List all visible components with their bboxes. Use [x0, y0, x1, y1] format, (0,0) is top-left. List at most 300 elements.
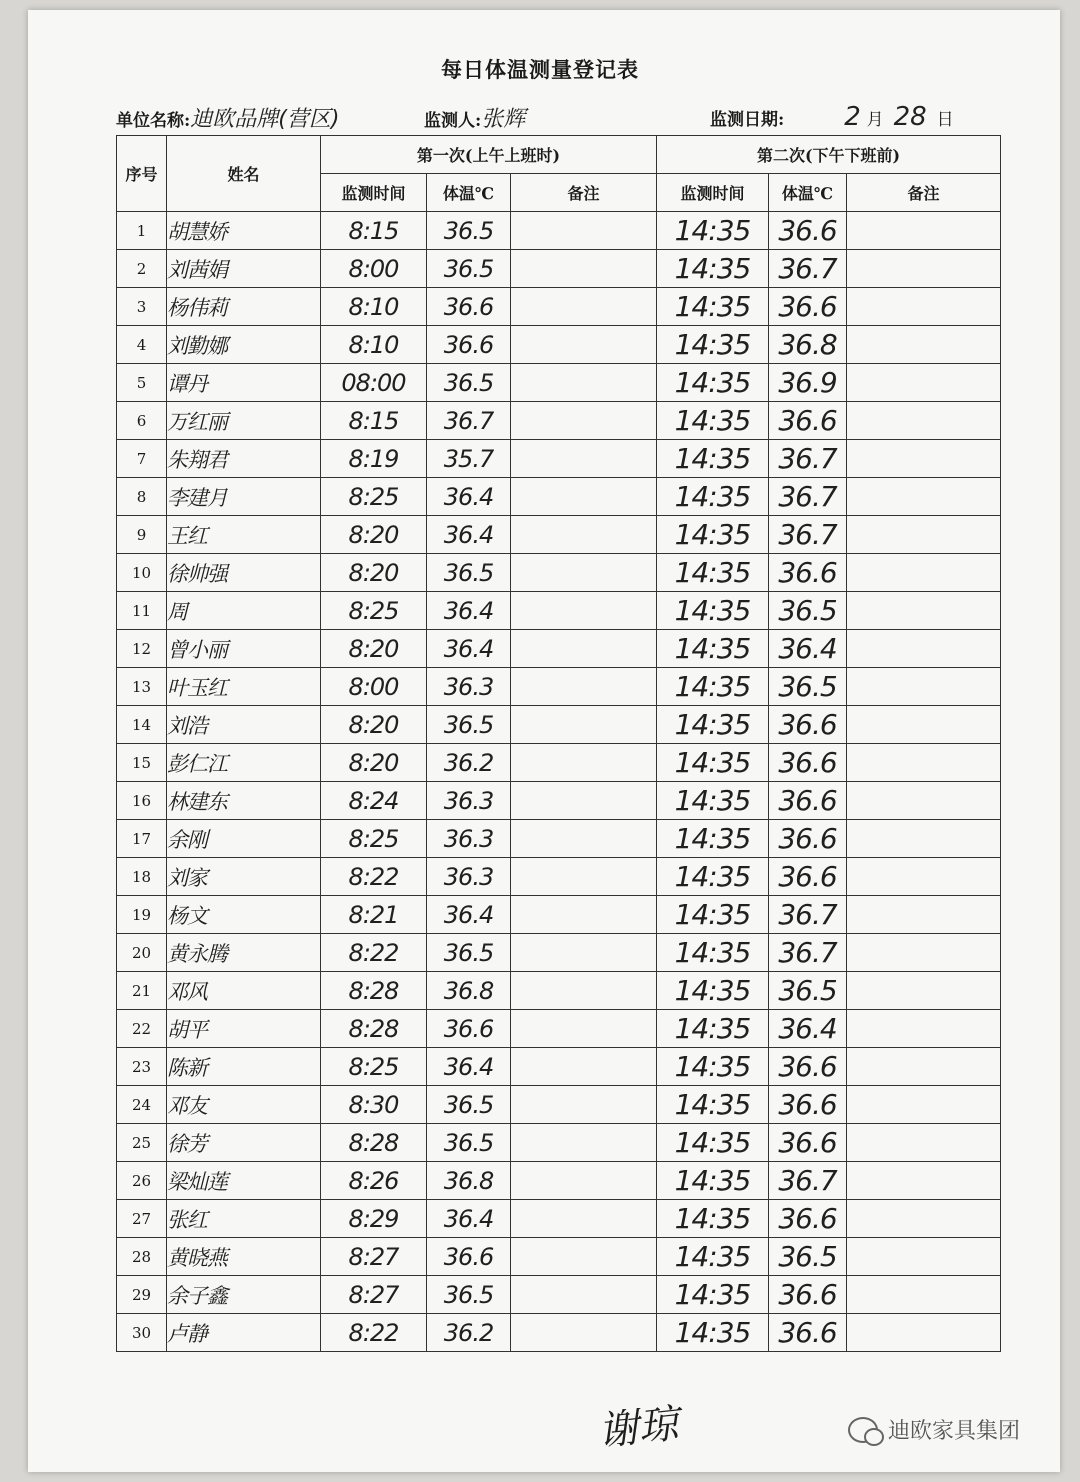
date-month: 2 [844, 102, 861, 132]
row-time-2: 14:35 [657, 440, 769, 478]
unit-value: 迪欧品牌(营区) [190, 107, 340, 132]
row-temp-2: 36.7 [769, 516, 847, 554]
brand-watermark [848, 1414, 1020, 1445]
row-temp-1: 36.5 [427, 250, 511, 288]
row-number: 30 [117, 1314, 167, 1352]
table-row [117, 1200, 1001, 1238]
row-time-1: 8:20 [321, 744, 427, 782]
row-temp-1: 36.4 [427, 1048, 511, 1086]
row-note-1 [511, 1276, 657, 1314]
row-time-2: 14:35 [657, 934, 769, 972]
row-time-2: 14:35 [657, 972, 769, 1010]
row-note-2 [847, 516, 1001, 554]
row-temp-1: 36.5 [427, 212, 511, 250]
row-time-2: 14:35 [657, 364, 769, 402]
table-row [117, 516, 1001, 554]
row-temp-2: 36.5 [769, 1238, 847, 1276]
row-number: 7 [117, 440, 167, 478]
row-note-2 [847, 858, 1001, 896]
row-temp-1: 36.3 [427, 782, 511, 820]
row-number: 29 [117, 1276, 167, 1314]
row-note-2 [847, 1200, 1001, 1238]
row-time-1: 8:27 [321, 1276, 427, 1314]
row-number: 6 [117, 402, 167, 440]
row-temp-1: 35.7 [427, 440, 511, 478]
row-time-1: 8:25 [321, 592, 427, 630]
row-note-2 [847, 478, 1001, 516]
row-time-1: 08:00 [321, 364, 427, 402]
row-time-2: 14:35 [657, 1200, 769, 1238]
row-number: 10 [117, 554, 167, 592]
row-time-2: 14:35 [657, 592, 769, 630]
row-number: 8 [117, 478, 167, 516]
row-name: 邓风 [167, 972, 321, 1010]
table-row [117, 1162, 1001, 1200]
row-number: 28 [117, 1238, 167, 1276]
date-field [710, 102, 954, 132]
date-day-unit: 日 [936, 110, 954, 130]
row-time-2: 14:35 [657, 1010, 769, 1048]
row-time-1: 8:28 [321, 1124, 427, 1162]
row-number: 18 [117, 858, 167, 896]
header-name: 姓名 [167, 136, 321, 212]
brand-name: 迪欧家具集团 [888, 1419, 1021, 1444]
row-number: 25 [117, 1124, 167, 1162]
row-note-1 [511, 896, 657, 934]
row-time-2: 14:35 [657, 1162, 769, 1200]
row-temp-1: 36.5 [427, 1124, 511, 1162]
row-number: 4 [117, 326, 167, 364]
table-row [117, 1048, 1001, 1086]
row-time-1: 8:24 [321, 782, 427, 820]
row-time-1: 8:28 [321, 1010, 427, 1048]
row-time-2: 14:35 [657, 1276, 769, 1314]
row-time-1: 8:00 [321, 250, 427, 288]
table-row [117, 820, 1001, 858]
row-name: 谭丹 [167, 364, 321, 402]
table-row [117, 668, 1001, 706]
row-time-2: 14:35 [657, 478, 769, 516]
row-number: 3 [117, 288, 167, 326]
table-row [117, 1086, 1001, 1124]
row-time-2: 14:35 [657, 1086, 769, 1124]
date-label: 监测日期: [710, 110, 785, 130]
row-temp-1: 36.6 [427, 1010, 511, 1048]
row-temp-1: 36.6 [427, 1238, 511, 1276]
row-note-2 [847, 402, 1001, 440]
row-temp-1: 36.4 [427, 592, 511, 630]
row-temp-2: 36.9 [769, 364, 847, 402]
monitor-label: 监测人: [424, 111, 482, 131]
row-name: 杨伟莉 [167, 288, 321, 326]
row-note-1 [511, 478, 657, 516]
row-note-2 [847, 592, 1001, 630]
row-temp-2: 36.6 [769, 1124, 847, 1162]
row-time-1: 8:25 [321, 1048, 427, 1086]
row-time-1: 8:26 [321, 1162, 427, 1200]
header-temp-1: 体温℃ [427, 174, 511, 212]
row-time-2: 14:35 [657, 554, 769, 592]
row-note-1 [511, 516, 657, 554]
row-number: 14 [117, 706, 167, 744]
row-number: 27 [117, 1200, 167, 1238]
row-time-2: 14:35 [657, 1124, 769, 1162]
row-note-2 [847, 364, 1001, 402]
row-name: 卢静 [167, 1314, 321, 1352]
row-note-1 [511, 326, 657, 364]
row-time-2: 14:35 [657, 326, 769, 364]
row-temp-1: 36.3 [427, 820, 511, 858]
row-name: 徐芳 [167, 1124, 321, 1162]
row-note-2 [847, 972, 1001, 1010]
row-note-1 [511, 250, 657, 288]
row-note-2 [847, 250, 1001, 288]
row-number: 26 [117, 1162, 167, 1200]
row-note-1 [511, 1048, 657, 1086]
row-temp-1: 36.3 [427, 858, 511, 896]
row-name: 王红 [167, 516, 321, 554]
row-temp-1: 36.4 [427, 1200, 511, 1238]
row-note-2 [847, 668, 1001, 706]
row-name: 张红 [167, 1200, 321, 1238]
row-time-1: 8:21 [321, 896, 427, 934]
row-time-2: 14:35 [657, 1314, 769, 1352]
table-row [117, 1276, 1001, 1314]
row-time-2: 14:35 [657, 250, 769, 288]
row-note-2 [847, 212, 1001, 250]
row-temp-2: 36.7 [769, 934, 847, 972]
table-row [117, 288, 1001, 326]
table-body [117, 212, 1001, 1352]
table-row [117, 592, 1001, 630]
row-temp-1: 36.2 [427, 744, 511, 782]
row-time-2: 14:35 [657, 820, 769, 858]
row-temp-1: 36.8 [427, 1162, 511, 1200]
row-number: 16 [117, 782, 167, 820]
row-number: 1 [117, 212, 167, 250]
row-note-1 [511, 1200, 657, 1238]
row-name: 胡慧娇 [167, 212, 321, 250]
row-note-1 [511, 554, 657, 592]
row-time-2: 14:35 [657, 516, 769, 554]
row-temp-2: 36.6 [769, 1200, 847, 1238]
table-row [117, 744, 1001, 782]
row-number: 19 [117, 896, 167, 934]
row-temp-2: 36.5 [769, 668, 847, 706]
row-temp-1: 36.7 [427, 402, 511, 440]
wechat-icon [848, 1417, 878, 1443]
row-time-1: 8:25 [321, 478, 427, 516]
row-note-2 [847, 820, 1001, 858]
table-row [117, 896, 1001, 934]
row-temp-2: 36.7 [769, 250, 847, 288]
row-temp-2: 36.6 [769, 212, 847, 250]
row-temp-2: 36.5 [769, 972, 847, 1010]
row-temp-2: 36.6 [769, 820, 847, 858]
row-temp-1: 36.5 [427, 934, 511, 972]
row-name: 李建月 [167, 478, 321, 516]
unit-field [116, 102, 339, 133]
header-time-2: 监测时间 [657, 174, 769, 212]
row-note-2 [847, 706, 1001, 744]
row-note-2 [847, 630, 1001, 668]
row-note-2 [847, 326, 1001, 364]
row-name: 胡平 [167, 1010, 321, 1048]
row-temp-1: 36.5 [427, 1086, 511, 1124]
row-name: 陈新 [167, 1048, 321, 1086]
row-name: 邓友 [167, 1086, 321, 1124]
row-note-1 [511, 972, 657, 1010]
header-first: 第一次(上午上班时) [321, 136, 657, 174]
row-time-1: 8:22 [321, 934, 427, 972]
row-name: 刘勤娜 [167, 326, 321, 364]
row-number: 17 [117, 820, 167, 858]
row-time-2: 14:35 [657, 896, 769, 934]
row-temp-1: 36.6 [427, 288, 511, 326]
row-name: 杨文 [167, 896, 321, 934]
row-time-2: 14:35 [657, 668, 769, 706]
row-name: 林建东 [167, 782, 321, 820]
row-note-1 [511, 630, 657, 668]
row-note-2 [847, 934, 1001, 972]
row-time-1: 8:00 [321, 668, 427, 706]
row-temp-2: 36.6 [769, 554, 847, 592]
row-time-2: 14:35 [657, 744, 769, 782]
header-temp-2: 体温℃ [769, 174, 847, 212]
row-temp-2: 36.6 [769, 706, 847, 744]
row-time-2: 14:35 [657, 402, 769, 440]
table-row [117, 782, 1001, 820]
header-second: 第二次(下午下班前) [657, 136, 1001, 174]
temperature-table [116, 135, 1001, 1352]
row-note-1 [511, 288, 657, 326]
header-note-1: 备注 [511, 174, 657, 212]
row-note-1 [511, 668, 657, 706]
row-note-2 [847, 782, 1001, 820]
row-name: 曾小丽 [167, 630, 321, 668]
row-time-1: 8:27 [321, 1238, 427, 1276]
table-row [117, 972, 1001, 1010]
row-number: 23 [117, 1048, 167, 1086]
row-name: 徐帅强 [167, 554, 321, 592]
row-time-2: 14:35 [657, 858, 769, 896]
row-time-1: 8:29 [321, 1200, 427, 1238]
row-temp-2: 36.6 [769, 288, 847, 326]
table-row [117, 364, 1001, 402]
row-time-2: 14:35 [657, 782, 769, 820]
row-note-1 [511, 1162, 657, 1200]
row-name: 万红丽 [167, 402, 321, 440]
date-month-unit: 月 [866, 110, 884, 130]
row-temp-1: 36.6 [427, 326, 511, 364]
row-temp-1: 36.5 [427, 1276, 511, 1314]
table-row [117, 212, 1001, 250]
row-note-1 [511, 592, 657, 630]
row-number: 13 [117, 668, 167, 706]
row-temp-2: 36.7 [769, 896, 847, 934]
row-note-1 [511, 744, 657, 782]
row-note-2 [847, 744, 1001, 782]
row-temp-2: 36.4 [769, 630, 847, 668]
table-row [117, 858, 1001, 896]
row-name: 刘浩 [167, 706, 321, 744]
row-time-2: 14:35 [657, 1048, 769, 1086]
row-temp-2: 36.7 [769, 1162, 847, 1200]
row-time-2: 14:35 [657, 1238, 769, 1276]
row-temp-1: 36.8 [427, 972, 511, 1010]
row-note-1 [511, 1124, 657, 1162]
row-name: 周 [167, 592, 321, 630]
row-temp-1: 36.2 [427, 1314, 511, 1352]
row-note-1 [511, 440, 657, 478]
row-note-2 [847, 554, 1001, 592]
row-name: 黄晓燕 [167, 1238, 321, 1276]
row-temp-1: 36.4 [427, 516, 511, 554]
row-temp-1: 36.5 [427, 364, 511, 402]
row-note-1 [511, 820, 657, 858]
table-row [117, 706, 1001, 744]
row-temp-1: 36.4 [427, 630, 511, 668]
row-temp-2: 36.7 [769, 440, 847, 478]
table-row [117, 1314, 1001, 1352]
row-temp-2: 36.7 [769, 478, 847, 516]
table-row [117, 402, 1001, 440]
row-note-1 [511, 934, 657, 972]
row-number: 11 [117, 592, 167, 630]
row-name: 余刚 [167, 820, 321, 858]
header-time-1: 监测时间 [321, 174, 427, 212]
row-number: 21 [117, 972, 167, 1010]
row-name: 黄永腾 [167, 934, 321, 972]
row-temp-1: 36.4 [427, 896, 511, 934]
row-note-1 [511, 706, 657, 744]
row-name: 叶玉红 [167, 668, 321, 706]
row-number: 22 [117, 1010, 167, 1048]
row-time-1: 8:10 [321, 326, 427, 364]
row-time-1: 8:28 [321, 972, 427, 1010]
header-index: 序号 [117, 136, 167, 212]
row-number: 24 [117, 1086, 167, 1124]
table-row [117, 250, 1001, 288]
row-note-1 [511, 402, 657, 440]
row-temp-1: 36.3 [427, 668, 511, 706]
table-row [117, 1124, 1001, 1162]
row-temp-2: 36.6 [769, 1086, 847, 1124]
form-title: 每日体温测量登记表 [441, 57, 639, 82]
row-note-2 [847, 1048, 1001, 1086]
row-temp-1: 36.4 [427, 478, 511, 516]
row-note-2 [847, 1086, 1001, 1124]
row-time-2: 14:35 [657, 706, 769, 744]
monitor-field [424, 102, 525, 133]
row-name: 刘家 [167, 858, 321, 896]
row-number: 12 [117, 630, 167, 668]
monitor-value: 张辉 [481, 107, 526, 132]
row-time-1: 8:25 [321, 820, 427, 858]
row-time-1: 8:10 [321, 288, 427, 326]
row-note-2 [847, 896, 1001, 934]
row-time-1: 8:20 [321, 630, 427, 668]
row-note-1 [511, 1010, 657, 1048]
row-temp-2: 36.6 [769, 1048, 847, 1086]
row-note-2 [847, 288, 1001, 326]
row-temp-2: 36.6 [769, 744, 847, 782]
row-time-2: 14:35 [657, 288, 769, 326]
row-name: 朱翔君 [167, 440, 321, 478]
row-note-1 [511, 1238, 657, 1276]
row-note-1 [511, 212, 657, 250]
row-note-2 [847, 1010, 1001, 1048]
row-name: 余子鑫 [167, 1276, 321, 1314]
row-time-2: 14:35 [657, 630, 769, 668]
row-temp-1: 36.5 [427, 554, 511, 592]
row-time-1: 8:20 [321, 706, 427, 744]
row-time-1: 8:30 [321, 1086, 427, 1124]
row-time-1: 8:15 [321, 212, 427, 250]
row-number: 9 [117, 516, 167, 554]
row-note-1 [511, 858, 657, 896]
row-time-1: 8:22 [321, 1314, 427, 1352]
row-time-1: 8:20 [321, 516, 427, 554]
row-time-1: 8:15 [321, 402, 427, 440]
row-temp-1: 36.5 [427, 706, 511, 744]
row-note-1 [511, 1086, 657, 1124]
row-note-1 [511, 364, 657, 402]
row-name: 梁灿莲 [167, 1162, 321, 1200]
row-temp-2: 36.6 [769, 1314, 847, 1352]
table-row [117, 440, 1001, 478]
supervisor-signature: 谢琼 [596, 1400, 681, 1456]
row-number: 20 [117, 934, 167, 972]
table-row [117, 934, 1001, 972]
row-note-2 [847, 1124, 1001, 1162]
row-note-2 [847, 1238, 1001, 1276]
table-row [117, 326, 1001, 364]
row-time-1: 8:22 [321, 858, 427, 896]
table-row [117, 1010, 1001, 1048]
row-temp-2: 36.6 [769, 402, 847, 440]
row-temp-2: 36.4 [769, 1010, 847, 1048]
row-name: 彭仁江 [167, 744, 321, 782]
row-number: 2 [117, 250, 167, 288]
row-note-1 [511, 782, 657, 820]
row-note-2 [847, 1276, 1001, 1314]
table-row [117, 630, 1001, 668]
table-row [117, 554, 1001, 592]
row-name: 刘茜娟 [167, 250, 321, 288]
row-note-2 [847, 440, 1001, 478]
row-note-2 [847, 1162, 1001, 1200]
row-temp-2: 36.6 [769, 858, 847, 896]
unit-label: 单位名称: [116, 111, 191, 131]
row-temp-2: 36.5 [769, 592, 847, 630]
row-time-2: 14:35 [657, 212, 769, 250]
row-time-1: 8:20 [321, 554, 427, 592]
row-temp-2: 36.6 [769, 1276, 847, 1314]
row-temp-2: 36.8 [769, 326, 847, 364]
header-row-1 [117, 136, 1001, 174]
row-temp-2: 36.6 [769, 782, 847, 820]
row-time-1: 8:19 [321, 440, 427, 478]
date-day: 28 [893, 102, 927, 132]
table-row [117, 1238, 1001, 1276]
row-number: 15 [117, 744, 167, 782]
header-note-2: 备注 [847, 174, 1001, 212]
row-note-1 [511, 1314, 657, 1352]
row-note-2 [847, 1314, 1001, 1352]
row-number: 5 [117, 364, 167, 402]
table-row [117, 478, 1001, 516]
